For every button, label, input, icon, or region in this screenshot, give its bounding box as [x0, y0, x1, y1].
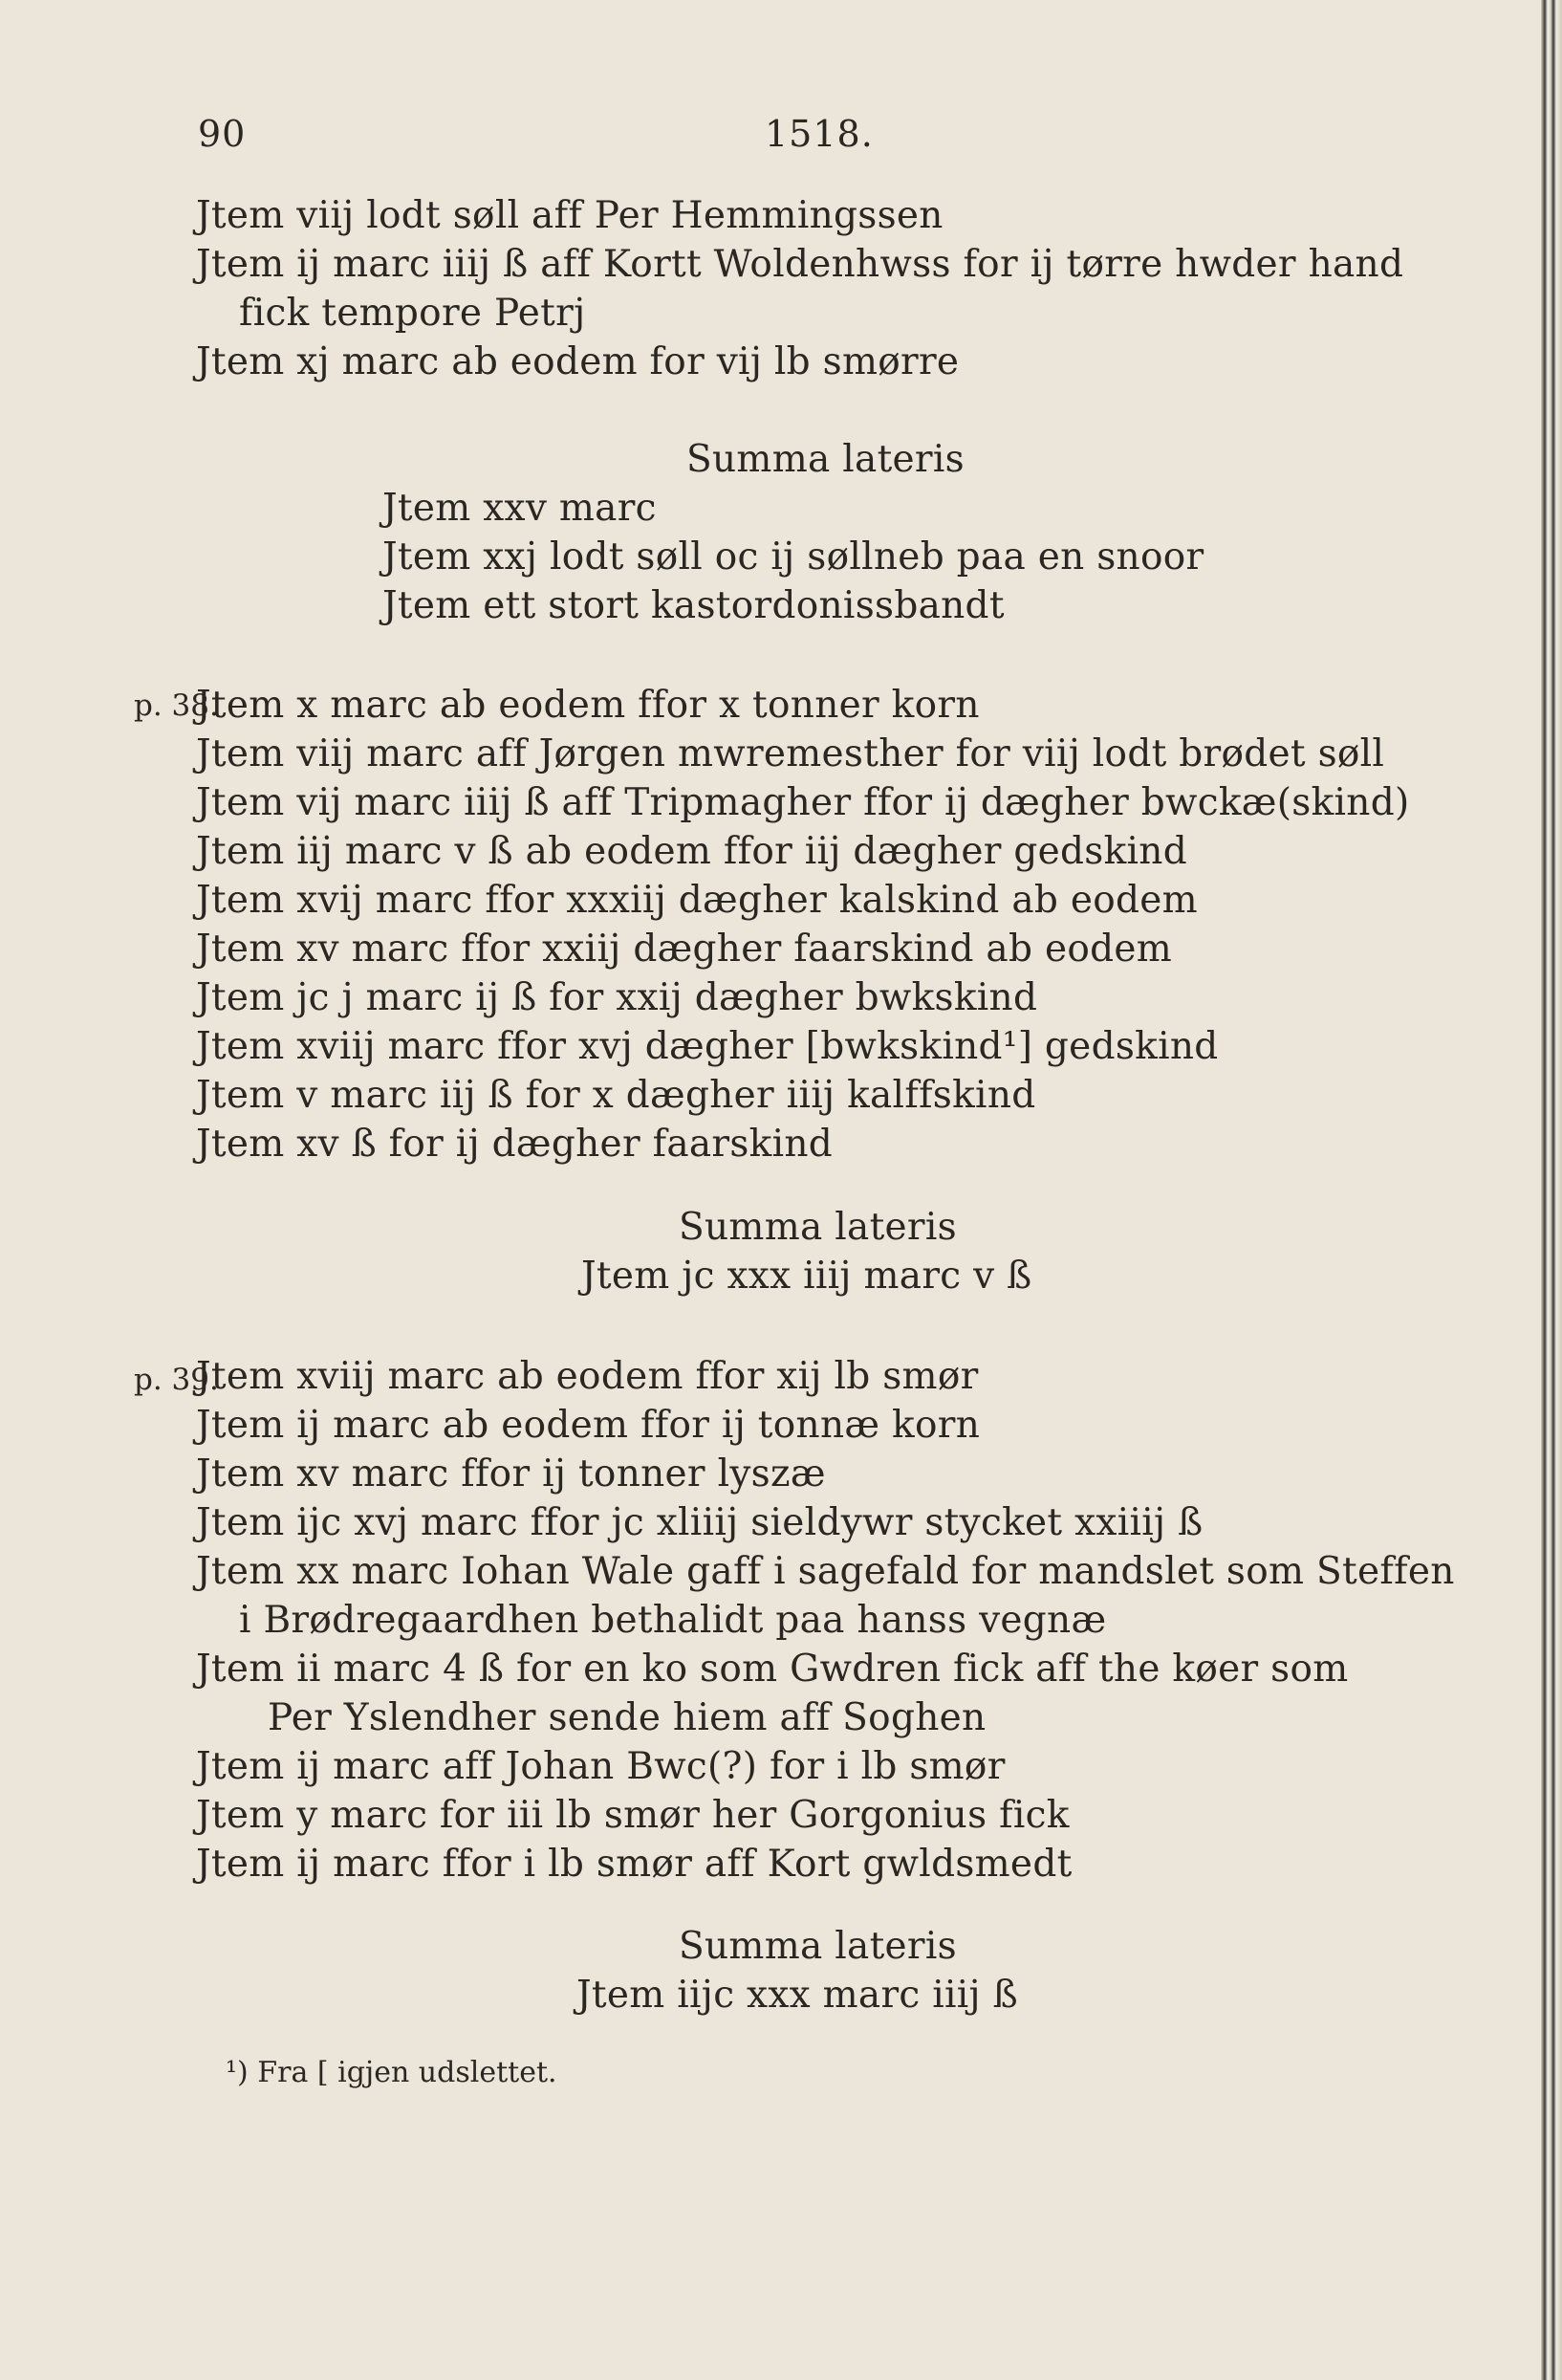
book-page-edges [1541, 0, 1562, 2380]
summa-line: Jtem jc xxx iiij marc v ß [581, 1255, 1032, 1298]
entry-line: fick tempore Petrj [239, 292, 586, 335]
margin-page-ref-39: p. 39. [134, 1363, 219, 1397]
entry-line: Jtem xv marc ffor ij tonner lyszæ [196, 1452, 826, 1496]
entries-section-2 [196, 681, 1417, 1168]
entry-line: Jtem xvij marc ffor xxxiij dægher kalskind ab eodem [196, 879, 1198, 922]
summa-line: Jtem iijc xxx marc iiij ß [576, 1974, 1018, 2017]
entries-section-3 [196, 1352, 1455, 1889]
footnote-text: Fra [ igjen udslettet. [257, 2056, 557, 2089]
entry-line: Jtem xv ß for ij dægher faarskind [196, 1123, 834, 1166]
summa-lateris-1 [196, 435, 1417, 630]
summa-line: Jtem xxj lodt søll oc ij søllneb paa en snoor [382, 535, 1204, 579]
summa-title: Summa lateris [679, 1206, 957, 1249]
summa-line: Jtem ett stort kastordonissbandt [382, 584, 1005, 627]
summa-title: Summa lateris [686, 438, 965, 481]
summa-line: Jtem xxv marc [382, 487, 657, 530]
entry-line: Jtem xx marc Iohan Wale gaff i sagefald for mandslet som Steffen [196, 1550, 1455, 1593]
entry-line: Jtem x marc ab eodem ffor x tonner korn [196, 684, 980, 727]
entry-line: Jtem xv marc ffor xxiij dægher faarskind ab eodem [196, 928, 1173, 971]
entry-line: Jtem ijc xvj marc ffor jc xliiij sieldywr stycket xxiiij ß [196, 1501, 1204, 1544]
entry-line: Jtem jc j marc ij ß for xxij dægher bwkskind [196, 976, 1038, 1019]
entry-line: Jtem ij marc aff Johan Bwc(?) for i lb smør [196, 1745, 1006, 1788]
margin-page-ref-38: p. 38. [134, 688, 219, 723]
entry-line: Jtem ii marc 4 ß for en ko som Gwdren fick aff the køer som [196, 1648, 1349, 1691]
summa-lateris-3 [196, 1922, 1417, 2020]
entry-line: Jtem y marc for iii lb smør her Gorgonius fick [196, 1794, 1070, 1837]
entry-line: Jtem iij marc v ß ab eodem ffor iij dægher gedskind [196, 830, 1187, 873]
entries-section-1 [196, 191, 1417, 386]
footnote [226, 2056, 557, 2089]
entry-line: Jtem ij marc iiij ß aff Kortt Woldenhwss for ij tørre hwder hand [196, 243, 1404, 286]
summa-lateris-2 [196, 1203, 1417, 1300]
entry-line: Jtem viij lodt søll aff Per Hemmingssen [196, 194, 944, 237]
footnote-marker: ¹) [226, 2056, 249, 2089]
summa-title: Summa lateris [679, 1925, 957, 1968]
entry-line: Per Yslendher sende hiem aff Soghen [268, 1696, 987, 1739]
entry-line: Jtem xviij marc ffor xvj dægher [bwkskind¹] gedskind [196, 1025, 1219, 1068]
entry-line: Jtem ij marc ffor i lb smør aff Kort gwldsmedt [196, 1843, 1073, 1886]
entry-line: Jtem v marc iij ß for x dægher iiij kalffskind [196, 1074, 1036, 1117]
entry-line: Jtem xviij marc ab eodem ffor xij lb smør [196, 1355, 979, 1398]
entry-line: Jtem vij marc iiij ß aff Tripmagher ffor ij dægher bwckæ(skind) [196, 781, 1410, 824]
page-year-heading: 1518. [765, 113, 874, 155]
entry-line: i Brødregaardhen bethalidt paa hanss vegnæ [239, 1599, 1107, 1642]
page-number: 90 [198, 113, 247, 155]
entry-line: Jtem xj marc ab eodem for vij lb smørre [196, 340, 960, 383]
entry-line: Jtem ij marc ab eodem ffor ij tonnæ korn [196, 1404, 981, 1447]
entry-line: Jtem viij marc aff Jørgen mwremesther for viij lodt brødet søll [196, 732, 1385, 775]
